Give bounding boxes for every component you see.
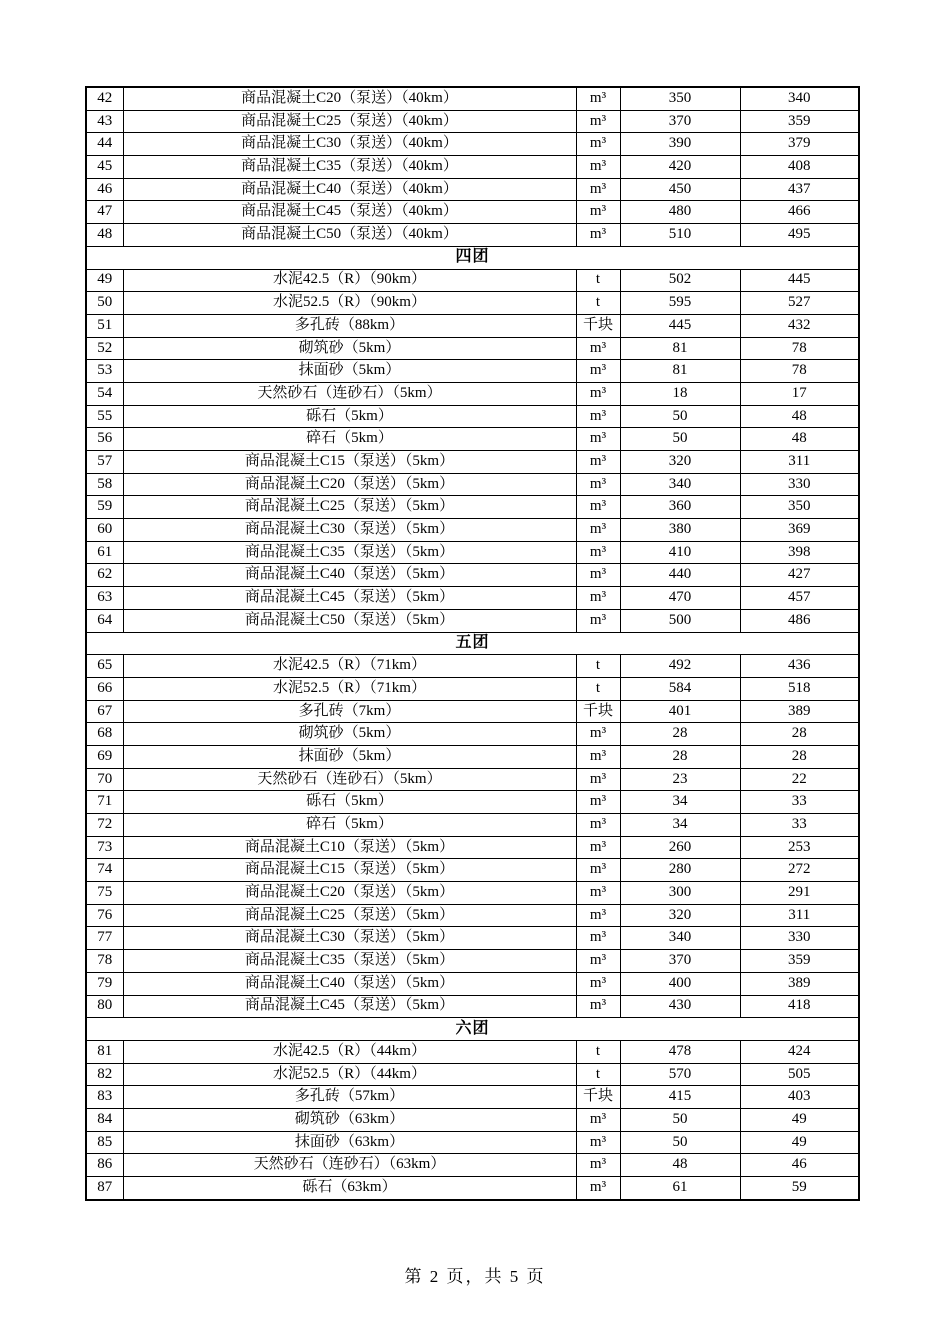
price-col-1-cell: 470 [620, 587, 740, 610]
material-name-cell: 水泥42.5（R）（90km） [123, 269, 576, 292]
unit-cell: m³ [576, 473, 620, 496]
row-number-cell: 46 [86, 178, 123, 201]
row-number-cell: 75 [86, 882, 123, 905]
price-col-1-cell: 584 [620, 677, 740, 700]
unit-cell: m³ [576, 768, 620, 791]
unit-cell: m³ [576, 382, 620, 405]
unit-cell: m³ [576, 859, 620, 882]
material-name-cell: 商品混凝土C30（泵送）（5km） [123, 927, 576, 950]
unit-cell: 千块 [576, 700, 620, 723]
table-row [86, 972, 859, 995]
price-col-1-cell: 570 [620, 1063, 740, 1086]
unit-cell: t [576, 1040, 620, 1063]
price-col-1-cell: 280 [620, 859, 740, 882]
unit-cell: m³ [576, 587, 620, 610]
table-row [86, 564, 859, 587]
row-number-cell: 43 [86, 110, 123, 133]
page-number-text: 第 2 页，共 5 页 [404, 1267, 546, 1286]
row-number-cell: 52 [86, 337, 123, 360]
row-number-cell: 42 [86, 87, 123, 110]
unit-cell: m³ [576, 451, 620, 474]
table-row [86, 451, 859, 474]
section-header-row [86, 246, 859, 269]
price-col-2-cell: 398 [740, 541, 859, 564]
row-number-cell: 78 [86, 950, 123, 973]
price-col-1-cell: 420 [620, 156, 740, 179]
price-col-1-cell: 500 [620, 609, 740, 632]
price-col-2-cell: 359 [740, 950, 859, 973]
table-row [86, 745, 859, 768]
price-col-1-cell: 410 [620, 541, 740, 564]
row-number-cell: 54 [86, 382, 123, 405]
row-number-cell: 68 [86, 723, 123, 746]
table-row [86, 1040, 859, 1063]
unit-cell: 千块 [576, 1086, 620, 1109]
table-row [86, 110, 859, 133]
price-col-2-cell: 28 [740, 745, 859, 768]
row-number-cell: 76 [86, 904, 123, 927]
table-row [86, 156, 859, 179]
material-name-cell: 商品混凝土C30（泵送）（40km） [123, 133, 576, 156]
price-col-2-cell: 78 [740, 337, 859, 360]
price-col-2-cell: 33 [740, 814, 859, 837]
table-row [86, 133, 859, 156]
unit-cell: m³ [576, 156, 620, 179]
price-col-2-cell: 33 [740, 791, 859, 814]
material-name-cell: 商品混凝土C25（泵送）（5km） [123, 904, 576, 927]
price-col-2-cell: 78 [740, 360, 859, 383]
table-row [86, 224, 859, 247]
price-col-1-cell: 400 [620, 972, 740, 995]
price-col-2-cell: 48 [740, 428, 859, 451]
row-number-cell: 45 [86, 156, 123, 179]
material-name-cell: 商品混凝土C50（泵送）（5km） [123, 609, 576, 632]
price-col-1-cell: 50 [620, 405, 740, 428]
table-row [86, 178, 859, 201]
price-col-2-cell: 466 [740, 201, 859, 224]
section-title: 六团 [86, 1018, 859, 1041]
material-name-cell: 商品混凝土C20（泵送）（40km） [123, 87, 576, 110]
material-name-cell: 商品混凝土C50（泵送）（40km） [123, 224, 576, 247]
material-name-cell: 水泥42.5（R）（71km） [123, 655, 576, 678]
row-number-cell: 55 [86, 405, 123, 428]
price-col-2-cell: 359 [740, 110, 859, 133]
table-row [86, 496, 859, 519]
row-number-cell: 70 [86, 768, 123, 791]
price-col-1-cell: 401 [620, 700, 740, 723]
price-col-1-cell: 260 [620, 836, 740, 859]
price-col-2-cell: 505 [740, 1063, 859, 1086]
material-name-cell: 砌筑砂（5km） [123, 723, 576, 746]
material-name-cell: 水泥52.5（R）（44km） [123, 1063, 576, 1086]
material-name-cell: 商品混凝土C10（泵送）（5km） [123, 836, 576, 859]
row-number-cell: 80 [86, 995, 123, 1018]
material-name-cell: 商品混凝土C35（泵送）（5km） [123, 950, 576, 973]
material-name-cell: 天然砂石（连砂石）（5km） [123, 382, 576, 405]
table-row [86, 292, 859, 315]
price-col-2-cell: 379 [740, 133, 859, 156]
price-col-1-cell: 61 [620, 1177, 740, 1200]
table-row [86, 201, 859, 224]
price-col-1-cell: 340 [620, 927, 740, 950]
row-number-cell: 73 [86, 836, 123, 859]
unit-cell: m³ [576, 814, 620, 837]
price-col-1-cell: 34 [620, 814, 740, 837]
material-name-cell: 商品混凝土C35（泵送）（40km） [123, 156, 576, 179]
material-name-cell: 商品混凝土C15（泵送）（5km） [123, 451, 576, 474]
row-number-cell: 57 [86, 451, 123, 474]
material-name-cell: 商品混凝土C45（泵送）（5km） [123, 587, 576, 610]
price-col-2-cell: 350 [740, 496, 859, 519]
table-row [86, 382, 859, 405]
unit-cell: m³ [576, 972, 620, 995]
row-number-cell: 86 [86, 1154, 123, 1177]
material-name-cell: 商品混凝土C40（泵送）（5km） [123, 564, 576, 587]
table-row [86, 587, 859, 610]
table-row [86, 519, 859, 542]
table-row [86, 836, 859, 859]
table-row [86, 995, 859, 1018]
materials-price-table [85, 86, 860, 1201]
price-col-2-cell: 445 [740, 269, 859, 292]
price-col-1-cell: 510 [620, 224, 740, 247]
price-col-2-cell: 48 [740, 405, 859, 428]
row-number-cell: 81 [86, 1040, 123, 1063]
material-name-cell: 碎石（5km） [123, 814, 576, 837]
table-row [86, 700, 859, 723]
table-row [86, 655, 859, 678]
table-row [86, 269, 859, 292]
material-name-cell: 商品混凝土C30（泵送）（5km） [123, 519, 576, 542]
price-col-1-cell: 450 [620, 178, 740, 201]
row-number-cell: 85 [86, 1131, 123, 1154]
unit-cell: 千块 [576, 314, 620, 337]
unit-cell: t [576, 1063, 620, 1086]
row-number-cell: 66 [86, 677, 123, 700]
row-number-cell: 53 [86, 360, 123, 383]
price-col-1-cell: 320 [620, 904, 740, 927]
row-number-cell: 56 [86, 428, 123, 451]
price-col-1-cell: 502 [620, 269, 740, 292]
unit-cell: m³ [576, 519, 620, 542]
unit-cell: m³ [576, 1154, 620, 1177]
price-col-1-cell: 50 [620, 1108, 740, 1131]
price-col-1-cell: 430 [620, 995, 740, 1018]
row-number-cell: 50 [86, 292, 123, 315]
table-row [86, 1063, 859, 1086]
material-name-cell: 多孔砖（57km） [123, 1086, 576, 1109]
unit-cell: m³ [576, 927, 620, 950]
table-row [86, 677, 859, 700]
price-col-2-cell: 389 [740, 972, 859, 995]
table-row [86, 950, 859, 973]
price-col-2-cell: 330 [740, 473, 859, 496]
price-col-2-cell: 495 [740, 224, 859, 247]
unit-cell: m³ [576, 1177, 620, 1200]
material-name-cell: 天然砂石（连砂石）（63km） [123, 1154, 576, 1177]
price-col-2-cell: 340 [740, 87, 859, 110]
unit-cell: m³ [576, 337, 620, 360]
material-name-cell: 多孔砖（88km） [123, 314, 576, 337]
row-number-cell: 84 [86, 1108, 123, 1131]
material-name-cell: 天然砂石（连砂石）（5km） [123, 768, 576, 791]
table-row [86, 814, 859, 837]
table-row [86, 1154, 859, 1177]
table-row [86, 859, 859, 882]
unit-cell: m³ [576, 428, 620, 451]
row-number-cell: 77 [86, 927, 123, 950]
price-col-1-cell: 34 [620, 791, 740, 814]
price-col-2-cell: 291 [740, 882, 859, 905]
price-col-2-cell: 389 [740, 700, 859, 723]
row-number-cell: 72 [86, 814, 123, 837]
row-number-cell: 71 [86, 791, 123, 814]
material-name-cell: 砌筑砂（63km） [123, 1108, 576, 1131]
section-header-row [86, 1018, 859, 1041]
price-col-2-cell: 49 [740, 1131, 859, 1154]
material-name-cell: 抹面砂（5km） [123, 745, 576, 768]
unit-cell: m³ [576, 201, 620, 224]
price-col-1-cell: 48 [620, 1154, 740, 1177]
price-col-2-cell: 432 [740, 314, 859, 337]
material-name-cell: 商品混凝土C40（泵送）（40km） [123, 178, 576, 201]
price-col-2-cell: 311 [740, 904, 859, 927]
price-col-2-cell: 457 [740, 587, 859, 610]
price-col-1-cell: 18 [620, 382, 740, 405]
price-col-1-cell: 478 [620, 1040, 740, 1063]
row-number-cell: 64 [86, 609, 123, 632]
price-col-2-cell: 46 [740, 1154, 859, 1177]
row-number-cell: 67 [86, 700, 123, 723]
material-name-cell: 商品混凝土C25（泵送）（5km） [123, 496, 576, 519]
material-name-cell: 商品混凝土C35（泵送）（5km） [123, 541, 576, 564]
row-number-cell: 79 [86, 972, 123, 995]
price-col-2-cell: 272 [740, 859, 859, 882]
row-number-cell: 47 [86, 201, 123, 224]
unit-cell: m³ [576, 995, 620, 1018]
unit-cell: m³ [576, 904, 620, 927]
section-header-row [86, 632, 859, 655]
price-col-1-cell: 28 [620, 745, 740, 768]
price-col-1-cell: 445 [620, 314, 740, 337]
price-col-2-cell: 408 [740, 156, 859, 179]
row-number-cell: 65 [86, 655, 123, 678]
price-col-2-cell: 437 [740, 178, 859, 201]
unit-cell: m³ [576, 745, 620, 768]
material-name-cell: 商品混凝土C20（泵送）（5km） [123, 882, 576, 905]
price-col-2-cell: 486 [740, 609, 859, 632]
price-col-1-cell: 300 [620, 882, 740, 905]
price-col-1-cell: 81 [620, 337, 740, 360]
unit-cell: m³ [576, 110, 620, 133]
unit-cell: t [576, 677, 620, 700]
row-number-cell: 82 [86, 1063, 123, 1086]
table-row [86, 360, 859, 383]
section-title: 四团 [86, 246, 859, 269]
price-col-2-cell: 518 [740, 677, 859, 700]
unit-cell: m³ [576, 178, 620, 201]
table-row [86, 405, 859, 428]
price-col-2-cell: 253 [740, 836, 859, 859]
price-col-2-cell: 403 [740, 1086, 859, 1109]
material-name-cell: 多孔砖（7km） [123, 700, 576, 723]
price-col-1-cell: 23 [620, 768, 740, 791]
material-name-cell: 商品混凝土C15（泵送）（5km） [123, 859, 576, 882]
material-name-cell: 砾石（5km） [123, 405, 576, 428]
material-name-cell: 砌筑砂（5km） [123, 337, 576, 360]
unit-cell: t [576, 655, 620, 678]
price-col-1-cell: 380 [620, 519, 740, 542]
row-number-cell: 49 [86, 269, 123, 292]
table-row [86, 609, 859, 632]
row-number-cell: 44 [86, 133, 123, 156]
unit-cell: m³ [576, 541, 620, 564]
unit-cell: m³ [576, 791, 620, 814]
material-name-cell: 抹面砂（5km） [123, 360, 576, 383]
unit-cell: t [576, 292, 620, 315]
table-row [86, 1177, 859, 1200]
price-col-1-cell: 320 [620, 451, 740, 474]
table-body [86, 87, 859, 1200]
row-number-cell: 69 [86, 745, 123, 768]
unit-cell: m³ [576, 723, 620, 746]
table-row [86, 314, 859, 337]
unit-cell: m³ [576, 1131, 620, 1154]
unit-cell: m³ [576, 405, 620, 428]
row-number-cell: 62 [86, 564, 123, 587]
row-number-cell: 61 [86, 541, 123, 564]
page-footer [0, 1262, 950, 1287]
table-row [86, 428, 859, 451]
price-col-1-cell: 415 [620, 1086, 740, 1109]
price-col-2-cell: 424 [740, 1040, 859, 1063]
price-col-2-cell: 436 [740, 655, 859, 678]
table-row [86, 87, 859, 110]
price-col-1-cell: 28 [620, 723, 740, 746]
price-col-1-cell: 360 [620, 496, 740, 519]
table-row [86, 1086, 859, 1109]
price-col-1-cell: 370 [620, 950, 740, 973]
unit-cell: m³ [576, 1108, 620, 1131]
row-number-cell: 63 [86, 587, 123, 610]
unit-cell: m³ [576, 836, 620, 859]
price-col-2-cell: 59 [740, 1177, 859, 1200]
price-col-1-cell: 50 [620, 428, 740, 451]
table-row [86, 723, 859, 746]
material-name-cell: 商品混凝土C25（泵送）（40km） [123, 110, 576, 133]
price-col-1-cell: 370 [620, 110, 740, 133]
material-name-cell: 砾石（5km） [123, 791, 576, 814]
table-row [86, 768, 859, 791]
table-row [86, 541, 859, 564]
section-title: 五团 [86, 632, 859, 655]
row-number-cell: 60 [86, 519, 123, 542]
price-col-2-cell: 418 [740, 995, 859, 1018]
row-number-cell: 48 [86, 224, 123, 247]
row-number-cell: 59 [86, 496, 123, 519]
unit-cell: m³ [576, 360, 620, 383]
price-col-1-cell: 340 [620, 473, 740, 496]
table-row [86, 337, 859, 360]
row-number-cell: 74 [86, 859, 123, 882]
unit-cell: m³ [576, 882, 620, 905]
row-number-cell: 83 [86, 1086, 123, 1109]
material-name-cell: 碎石（5km） [123, 428, 576, 451]
unit-cell: m³ [576, 950, 620, 973]
price-col-2-cell: 17 [740, 382, 859, 405]
unit-cell: m³ [576, 87, 620, 110]
price-col-2-cell: 527 [740, 292, 859, 315]
price-col-1-cell: 595 [620, 292, 740, 315]
material-name-cell: 砾石（63km） [123, 1177, 576, 1200]
price-col-2-cell: 22 [740, 768, 859, 791]
material-name-cell: 商品混凝土C40（泵送）（5km） [123, 972, 576, 995]
material-name-cell: 商品混凝土C20（泵送）（5km） [123, 473, 576, 496]
material-name-cell: 商品混凝土C45（泵送）（5km） [123, 995, 576, 1018]
price-col-1-cell: 440 [620, 564, 740, 587]
row-number-cell: 51 [86, 314, 123, 337]
table-row [86, 791, 859, 814]
price-col-1-cell: 50 [620, 1131, 740, 1154]
price-col-2-cell: 311 [740, 451, 859, 474]
price-col-2-cell: 427 [740, 564, 859, 587]
price-col-2-cell: 49 [740, 1108, 859, 1131]
unit-cell: t [576, 269, 620, 292]
table-row [86, 927, 859, 950]
table-row [86, 473, 859, 496]
price-col-2-cell: 28 [740, 723, 859, 746]
unit-cell: m³ [576, 133, 620, 156]
material-name-cell: 商品混凝土C45（泵送）（40km） [123, 201, 576, 224]
unit-cell: m³ [576, 564, 620, 587]
table-row [86, 1131, 859, 1154]
material-name-cell: 水泥42.5（R）（44km） [123, 1040, 576, 1063]
price-col-1-cell: 390 [620, 133, 740, 156]
unit-cell: m³ [576, 224, 620, 247]
price-col-2-cell: 330 [740, 927, 859, 950]
price-col-1-cell: 81 [620, 360, 740, 383]
table-row [86, 1108, 859, 1131]
material-name-cell: 水泥52.5（R）（90km） [123, 292, 576, 315]
price-col-1-cell: 492 [620, 655, 740, 678]
material-name-cell: 抹面砂（63km） [123, 1131, 576, 1154]
table-row [86, 882, 859, 905]
price-col-1-cell: 350 [620, 87, 740, 110]
material-name-cell: 水泥52.5（R）（71km） [123, 677, 576, 700]
unit-cell: m³ [576, 496, 620, 519]
price-col-1-cell: 480 [620, 201, 740, 224]
table-row [86, 904, 859, 927]
row-number-cell: 87 [86, 1177, 123, 1200]
unit-cell: m³ [576, 609, 620, 632]
price-col-2-cell: 369 [740, 519, 859, 542]
row-number-cell: 58 [86, 473, 123, 496]
